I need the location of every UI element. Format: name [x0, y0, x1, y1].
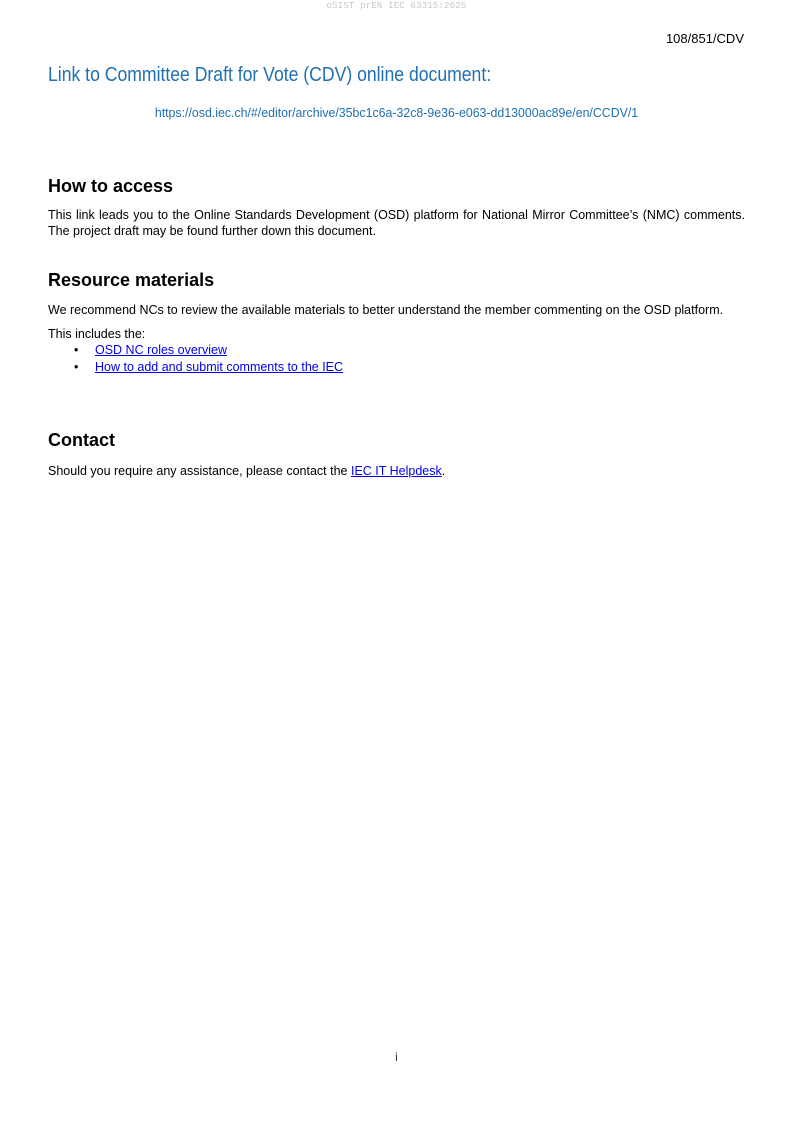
resource-materials-body: We recommend NCs to review the available materials to better understand the member commenting on the OSD platform.: [48, 303, 724, 317]
contact-heading: Contact: [48, 430, 115, 450]
bullet-icon: •: [74, 343, 79, 357]
osd-nc-roles-overview-link[interactable]: OSD NC roles overview: [95, 343, 227, 357]
resource-materials-section: [48, 269, 745, 376]
list-item: [48, 359, 745, 376]
contact-body-suffix: .: [441, 464, 446, 478]
resource-materials-heading: Resource materials: [48, 270, 215, 290]
contact-body-prefix: Should you require any assistance, please contact the: [48, 464, 351, 478]
resource-list-intro: This includes the:: [48, 327, 146, 341]
document-watermark: oSIST prEN IEC 63315:2025: [326, 1, 467, 11]
how-to-access-section: [48, 175, 745, 239]
document-reference-number: 108/851/CDV: [665, 31, 744, 46]
resource-list: [48, 342, 745, 376]
contact-section: [48, 429, 745, 479]
how-to-access-body: This link leads you to the Online Standards Development (OSD) platform for National Mirror Committee’s (NMC) comments. The project draft may be found further down this document.: [48, 208, 745, 238]
bullet-icon: •: [74, 360, 79, 374]
how-to-access-heading: How to access: [48, 176, 174, 196]
page-number: i: [395, 1050, 398, 1064]
contact-body: [48, 463, 745, 479]
list-item: [48, 342, 745, 359]
cdv-link-title: Link to Committee Draft for Vote (CDV) online document:: [48, 64, 492, 86]
iec-it-helpdesk-link[interactable]: IEC IT Helpdesk: [350, 464, 442, 478]
submit-comments-guide-link[interactable]: How to add and submit comments to the IEC: [95, 360, 344, 374]
cdv-document-url-link[interactable]: https://osd.iec.ch/#/editor/archive/35bc1c6a-32c8-9e36-e063-dd13000ac89e/en/CCDV/1: [154, 105, 639, 120]
